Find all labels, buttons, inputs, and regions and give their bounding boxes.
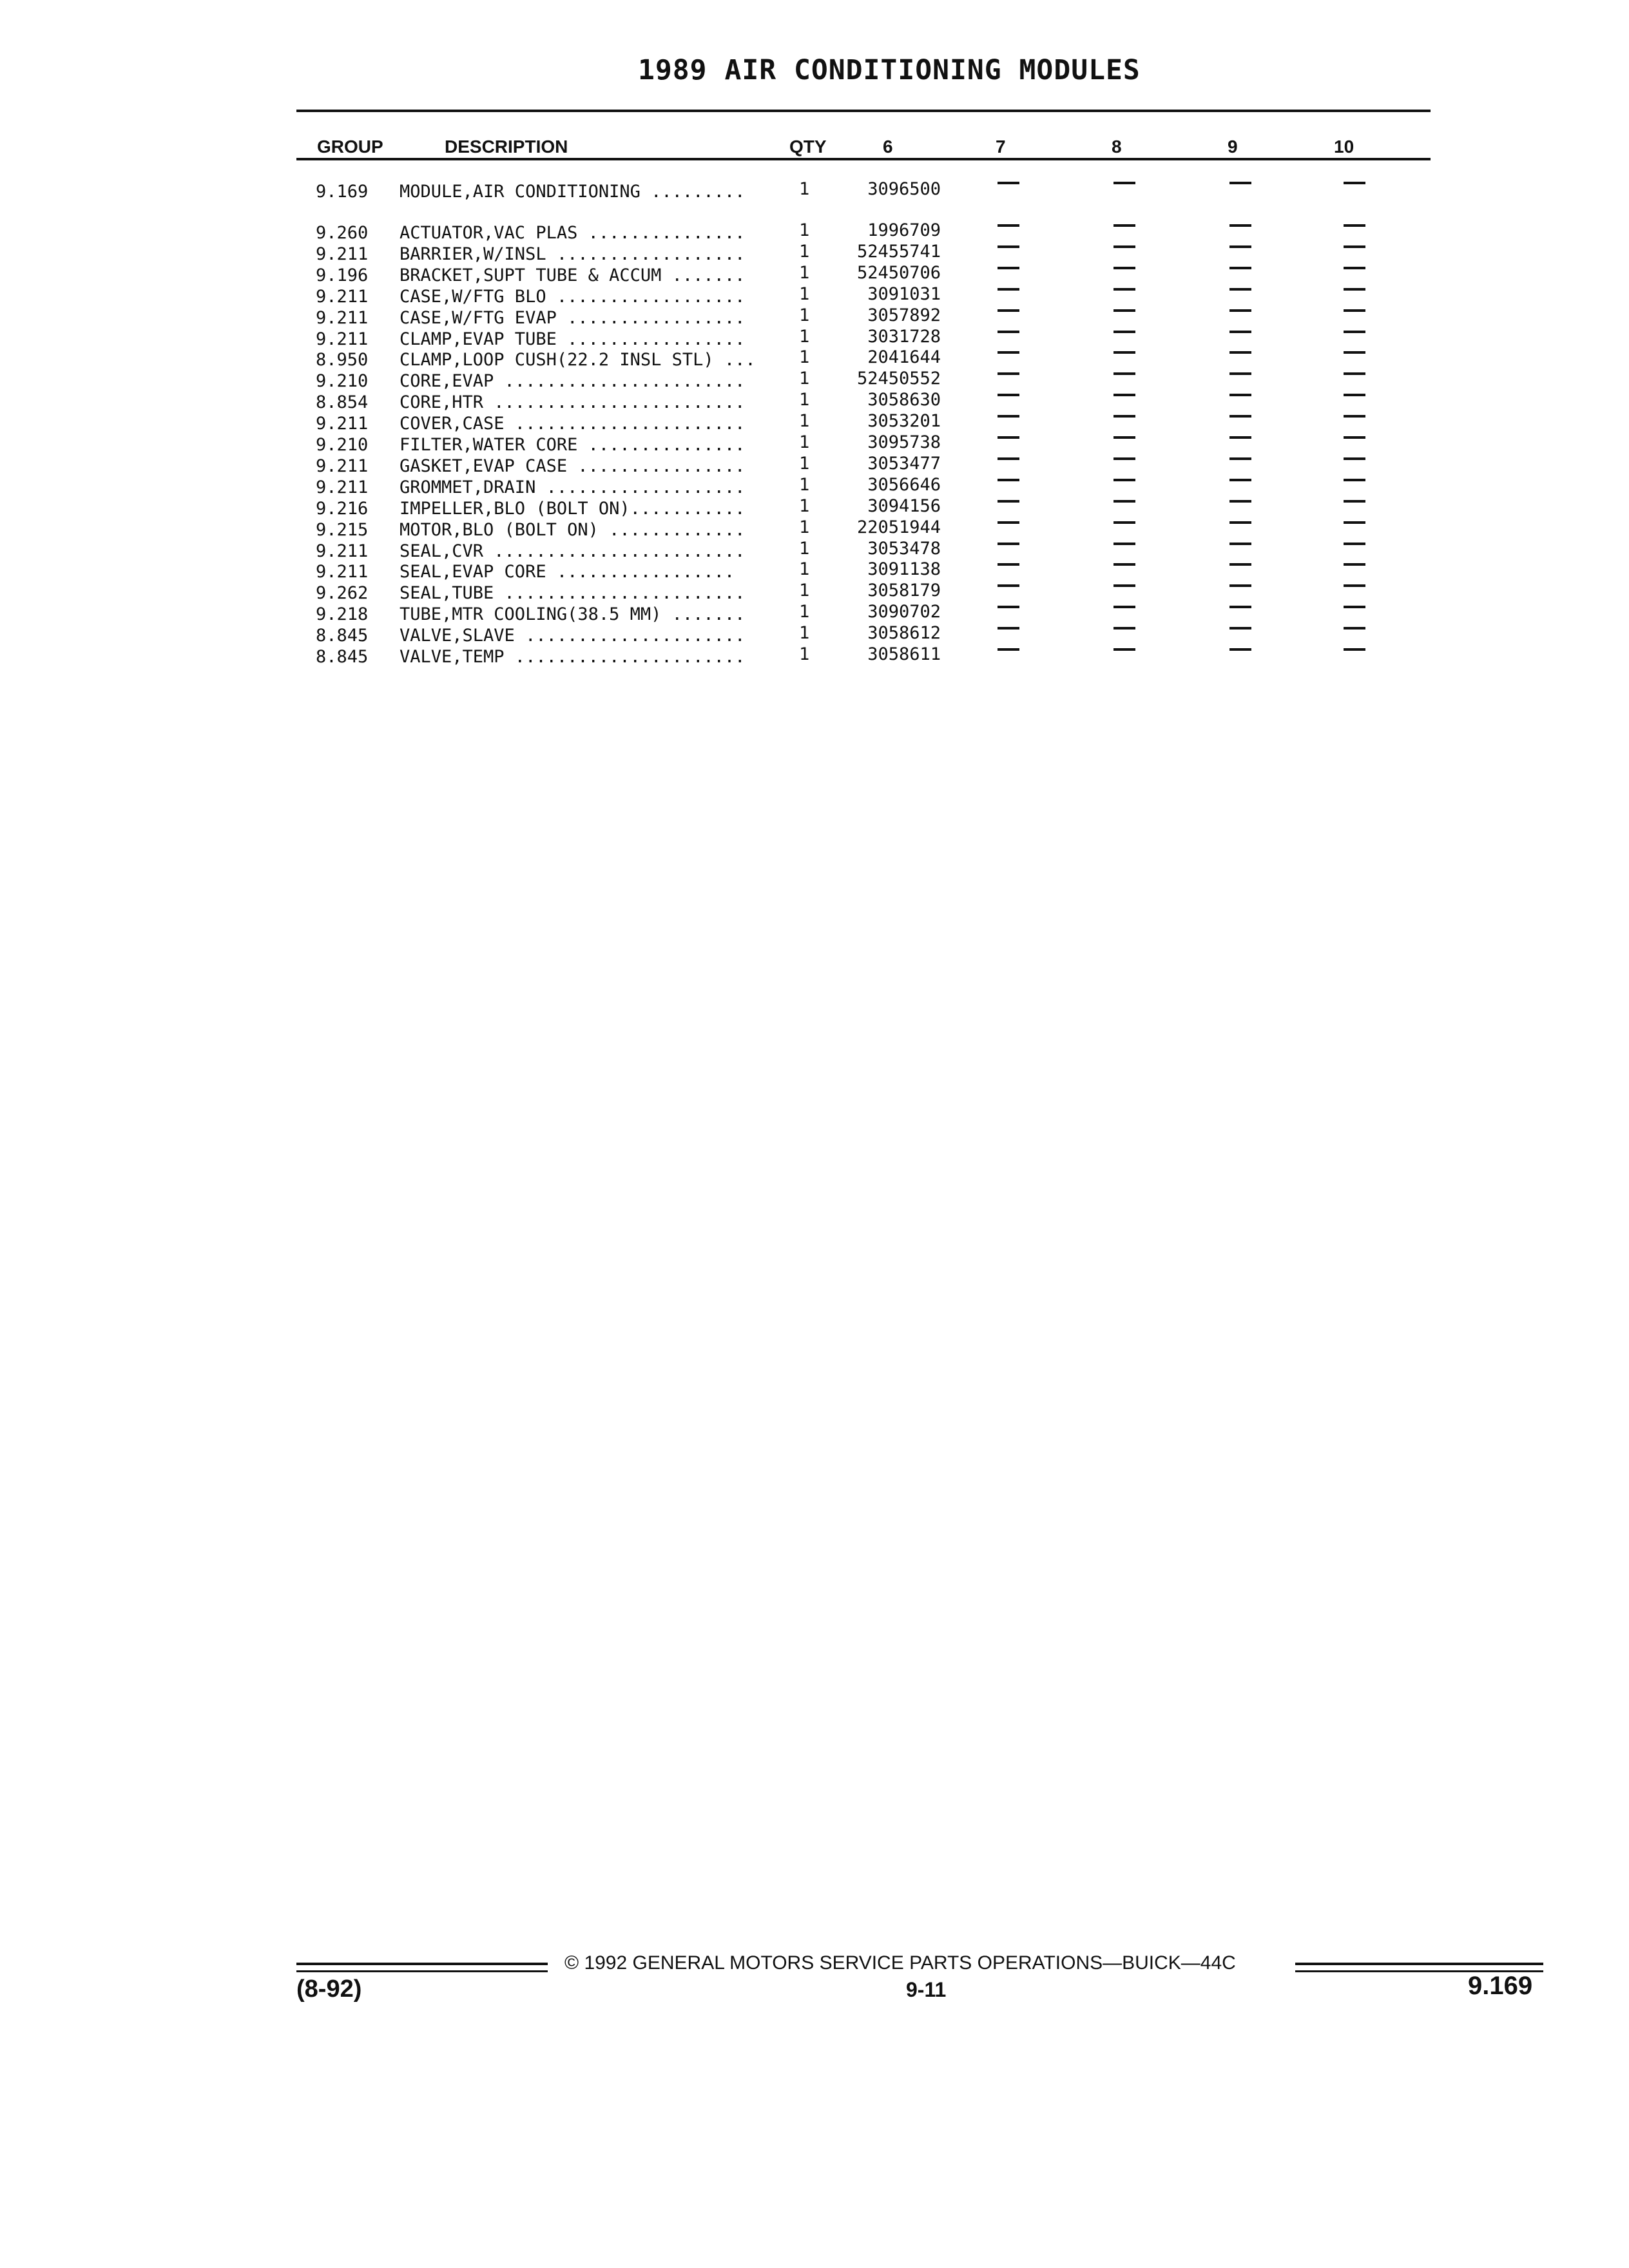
row-group: 9.218 bbox=[316, 604, 369, 624]
row-group: 9.260 bbox=[316, 223, 369, 243]
row-qty: 1 bbox=[799, 220, 810, 240]
row-dash-10 bbox=[1344, 543, 1365, 545]
row-dash-10 bbox=[1344, 415, 1365, 418]
column-header-group: GROUP bbox=[317, 137, 383, 157]
footer-bottom-rule-left bbox=[296, 1970, 548, 1972]
row-qty: 1 bbox=[799, 411, 810, 431]
row-group: 9.210 bbox=[316, 371, 369, 391]
row-description: GASKET,EVAP CASE ................ bbox=[400, 456, 746, 476]
row-group: 8.950 bbox=[316, 350, 369, 370]
row-qty: 1 bbox=[799, 623, 810, 643]
row-dash-10 bbox=[1344, 394, 1365, 396]
row-description: TUBE,MTR COOLING(38.5 MM) ....... bbox=[400, 604, 746, 624]
row-qty: 1 bbox=[799, 539, 810, 559]
row-dash-9 bbox=[1229, 372, 1251, 375]
page-number: 9-11 bbox=[906, 1978, 947, 2001]
row-group: 9.211 bbox=[316, 329, 369, 349]
row-dash-9 bbox=[1229, 648, 1251, 651]
row-qty: 1 bbox=[799, 305, 810, 325]
row-description: COVER,CASE ...................... bbox=[400, 414, 746, 434]
row-dash-9 bbox=[1229, 543, 1251, 545]
row-qty: 1 bbox=[799, 390, 810, 410]
column-header-10: 10 bbox=[1334, 137, 1354, 157]
row-dash-8 bbox=[1113, 267, 1135, 269]
row-dash-10 bbox=[1344, 331, 1365, 333]
main-row-qty: 1 bbox=[799, 179, 810, 199]
row-dash-10 bbox=[1344, 563, 1365, 566]
row-dash-8 bbox=[1113, 245, 1135, 248]
row-description: SEAL,EVAP CORE ................. bbox=[400, 562, 735, 582]
column-header-qty: QTY bbox=[789, 137, 827, 157]
column-header-9: 9 bbox=[1228, 137, 1238, 157]
row-dash-8 bbox=[1113, 479, 1135, 481]
row-description: CORE,EVAP ....................... bbox=[400, 371, 746, 391]
row-group: 9.211 bbox=[316, 562, 369, 582]
row-qty: 1 bbox=[799, 496, 810, 516]
row-dash-10 bbox=[1344, 500, 1365, 503]
row-qty: 1 bbox=[799, 559, 810, 579]
row-dash-9 bbox=[1229, 224, 1251, 227]
row-qty: 1 bbox=[799, 581, 810, 601]
row-dash-8 bbox=[1113, 309, 1135, 312]
row-dash-7 bbox=[998, 500, 1019, 503]
row-part-number: 22051944 bbox=[856, 517, 941, 537]
row-description: CASE,W/FTG BLO .................. bbox=[400, 287, 746, 307]
row-dash-8 bbox=[1113, 372, 1135, 375]
row-part-number: 52450552 bbox=[856, 369, 941, 389]
row-group: 9.262 bbox=[316, 583, 369, 603]
page-title: 1989 AIR CONDITIONING MODULES bbox=[638, 54, 1141, 86]
row-dash-9 bbox=[1229, 584, 1251, 587]
row-description: ACTUATOR,VAC PLAS ............... bbox=[400, 223, 746, 243]
row-description: SEAL,TUBE ....................... bbox=[400, 583, 746, 603]
row-part-number: 2041644 bbox=[867, 347, 941, 367]
row-group: 9.210 bbox=[316, 435, 369, 455]
row-description: CLAMP,LOOP CUSH(22.2 INSL STL) ... bbox=[400, 350, 756, 370]
row-dash-7 bbox=[998, 288, 1019, 291]
row-group: 9.211 bbox=[316, 456, 369, 476]
row-qty: 1 bbox=[799, 644, 810, 664]
row-dash-8 bbox=[1113, 351, 1135, 354]
row-description: GROMMET,DRAIN ................... bbox=[400, 477, 746, 497]
footer-rule-left bbox=[296, 1963, 548, 1965]
row-dash-9 bbox=[1229, 479, 1251, 481]
row-dash-9 bbox=[1229, 457, 1251, 460]
row-group: 9.216 bbox=[316, 499, 369, 519]
row-qty: 1 bbox=[799, 263, 810, 283]
row-part-number: 52455741 bbox=[856, 242, 941, 262]
row-dash-9 bbox=[1229, 394, 1251, 396]
row-dash-9 bbox=[1229, 288, 1251, 291]
column-header-8: 8 bbox=[1112, 137, 1122, 157]
row-dash-7 bbox=[998, 584, 1019, 587]
row-dash-10 bbox=[1344, 436, 1365, 439]
row-description: VALVE,SLAVE ..................... bbox=[400, 626, 746, 646]
row-dash-7 bbox=[998, 648, 1019, 651]
row-dash-9 bbox=[1229, 627, 1251, 629]
row-dash-8 bbox=[1113, 543, 1135, 545]
row-dash-8 bbox=[1113, 584, 1135, 587]
row-description: SEAL,CVR ........................ bbox=[400, 541, 746, 561]
row-dash-10 bbox=[1344, 457, 1365, 460]
row-group: 8.845 bbox=[316, 647, 369, 667]
row-dash-7 bbox=[998, 224, 1019, 227]
row-dash-7 bbox=[998, 267, 1019, 269]
row-part-number: 3053201 bbox=[867, 411, 941, 431]
row-qty: 1 bbox=[799, 242, 810, 262]
row-group: 8.854 bbox=[316, 392, 369, 412]
main-row-group: 9.169 bbox=[316, 182, 369, 202]
row-dash-7 bbox=[998, 415, 1019, 418]
row-dash-9 bbox=[1229, 436, 1251, 439]
row-dash-9 bbox=[1229, 563, 1251, 566]
row-group: 9.211 bbox=[316, 414, 369, 434]
row-part-number: 3094156 bbox=[867, 496, 941, 516]
row-dash-10 bbox=[1344, 521, 1365, 524]
row-part-number: 3091138 bbox=[867, 559, 941, 579]
section-number: 9.169 bbox=[1468, 1972, 1533, 2000]
row-part-number: 3053478 bbox=[867, 539, 941, 559]
row-part-number: 3031728 bbox=[867, 327, 941, 347]
row-dash-8 bbox=[1113, 436, 1135, 439]
row-part-number: 3058179 bbox=[867, 581, 941, 601]
column-header-description: DESCRIPTION bbox=[445, 137, 568, 157]
row-group: 9.211 bbox=[316, 308, 369, 328]
row-dash-7 bbox=[998, 245, 1019, 248]
column-header-6: 6 bbox=[883, 137, 893, 157]
row-description: FILTER,WATER CORE ............... bbox=[400, 435, 746, 455]
row-dash-7 bbox=[998, 457, 1019, 460]
row-dash-7 bbox=[998, 351, 1019, 354]
top-rule bbox=[296, 110, 1431, 112]
row-part-number: 3095738 bbox=[867, 432, 941, 452]
row-dash-10 bbox=[1344, 351, 1365, 354]
row-group: 9.215 bbox=[316, 520, 369, 540]
row-dash-8 bbox=[1113, 331, 1135, 333]
row-group: 9.196 bbox=[316, 265, 369, 285]
row-group: 8.845 bbox=[316, 626, 369, 646]
row-dash-8 bbox=[1113, 563, 1135, 566]
row-description: BRACKET,SUPT TUBE & ACCUM ....... bbox=[400, 265, 746, 285]
row-description: BARRIER,W/INSL .................. bbox=[400, 244, 746, 264]
row-dash-10 bbox=[1344, 606, 1365, 608]
row-dash-10 bbox=[1344, 584, 1365, 587]
row-dash-10 bbox=[1344, 627, 1365, 629]
row-qty: 1 bbox=[799, 602, 810, 622]
main-row-description: MODULE,AIR CONDITIONING ......... bbox=[400, 182, 746, 202]
row-description: CORE,HTR ........................ bbox=[400, 392, 746, 412]
row-part-number: 3091031 bbox=[867, 284, 941, 304]
row-dash-10 bbox=[1344, 372, 1365, 375]
row-part-number: 3057892 bbox=[867, 305, 941, 325]
row-qty: 1 bbox=[799, 475, 810, 495]
row-dash-7 bbox=[998, 331, 1019, 333]
row-dash-7 bbox=[998, 372, 1019, 375]
row-description: VALVE,TEMP ...................... bbox=[400, 647, 746, 667]
row-part-number: 3058630 bbox=[867, 390, 941, 410]
main-row-part-number: 3096500 bbox=[867, 179, 941, 199]
row-dash-9 bbox=[1229, 521, 1251, 524]
row-dash-7 bbox=[998, 627, 1019, 629]
row-dash-8 bbox=[1113, 500, 1135, 503]
row-qty: 1 bbox=[799, 347, 810, 367]
row-group: 9.211 bbox=[316, 477, 369, 497]
row-group: 9.211 bbox=[316, 287, 369, 307]
row-qty: 1 bbox=[799, 517, 810, 537]
row-dash-10 bbox=[1344, 267, 1365, 269]
row-dash-10 bbox=[1344, 224, 1365, 227]
row-dash-9 bbox=[1229, 267, 1251, 269]
row-description: CLAMP,EVAP TUBE ................. bbox=[400, 329, 746, 349]
row-dash-10 bbox=[1344, 479, 1365, 481]
row-dash-8 bbox=[1113, 627, 1135, 629]
row-group: 9.211 bbox=[316, 541, 369, 561]
row-dash-10 bbox=[1344, 309, 1365, 312]
row-dash-9 bbox=[1229, 606, 1251, 608]
footer-rule-right bbox=[1295, 1963, 1543, 1965]
row-dash-7 bbox=[998, 521, 1019, 524]
row-dash-10 bbox=[1344, 648, 1365, 651]
row-dash-9 bbox=[1229, 309, 1251, 312]
row-description: MOTOR,BLO (BOLT ON) ............. bbox=[400, 520, 746, 540]
row-part-number: 1996709 bbox=[867, 220, 941, 240]
row-dash-9 bbox=[1229, 415, 1251, 418]
row-dash-8 bbox=[1113, 457, 1135, 460]
copyright-text: © 1992 GENERAL MOTORS SERVICE PARTS OPERATIONS—BUICK—44C bbox=[564, 1952, 1236, 1974]
row-dash-9 bbox=[1229, 351, 1251, 354]
date-code: (8-92) bbox=[296, 1975, 362, 2003]
row-dash-8 bbox=[1113, 415, 1135, 418]
row-qty: 1 bbox=[799, 327, 810, 347]
row-dash-9 bbox=[1229, 500, 1251, 503]
main-row-dash-10 bbox=[1344, 182, 1365, 184]
row-dash-7 bbox=[998, 479, 1019, 481]
row-dash-7 bbox=[998, 436, 1019, 439]
row-dash-9 bbox=[1229, 245, 1251, 248]
row-qty: 1 bbox=[799, 432, 810, 452]
main-row-dash-8 bbox=[1113, 182, 1135, 184]
row-part-number: 3058611 bbox=[867, 644, 941, 664]
main-row-dash-9 bbox=[1229, 182, 1251, 184]
row-dash-7 bbox=[998, 563, 1019, 566]
row-dash-10 bbox=[1344, 245, 1365, 248]
row-qty: 1 bbox=[799, 369, 810, 389]
row-dash-10 bbox=[1344, 288, 1365, 291]
row-description: CASE,W/FTG EVAP ................. bbox=[400, 308, 746, 328]
row-part-number: 3056646 bbox=[867, 475, 941, 495]
header-rule bbox=[296, 158, 1431, 160]
row-dash-8 bbox=[1113, 394, 1135, 396]
row-dash-7 bbox=[998, 543, 1019, 545]
row-dash-7 bbox=[998, 309, 1019, 312]
row-dash-9 bbox=[1229, 331, 1251, 333]
row-part-number: 3090702 bbox=[867, 602, 941, 622]
column-header-7: 7 bbox=[996, 137, 1006, 157]
row-dash-8 bbox=[1113, 648, 1135, 651]
row-qty: 1 bbox=[799, 454, 810, 474]
row-dash-8 bbox=[1113, 606, 1135, 608]
row-dash-8 bbox=[1113, 224, 1135, 227]
row-qty: 1 bbox=[799, 284, 810, 304]
row-description: IMPELLER,BLO (BOLT ON)........... bbox=[400, 499, 746, 519]
row-dash-7 bbox=[998, 394, 1019, 396]
row-dash-8 bbox=[1113, 521, 1135, 524]
row-part-number: 52450706 bbox=[856, 263, 941, 283]
row-dash-7 bbox=[998, 606, 1019, 608]
row-part-number: 3053477 bbox=[867, 454, 941, 474]
main-row-dash-7 bbox=[998, 182, 1019, 184]
row-dash-8 bbox=[1113, 288, 1135, 291]
row-part-number: 3058612 bbox=[867, 623, 941, 643]
row-group: 9.211 bbox=[316, 244, 369, 264]
